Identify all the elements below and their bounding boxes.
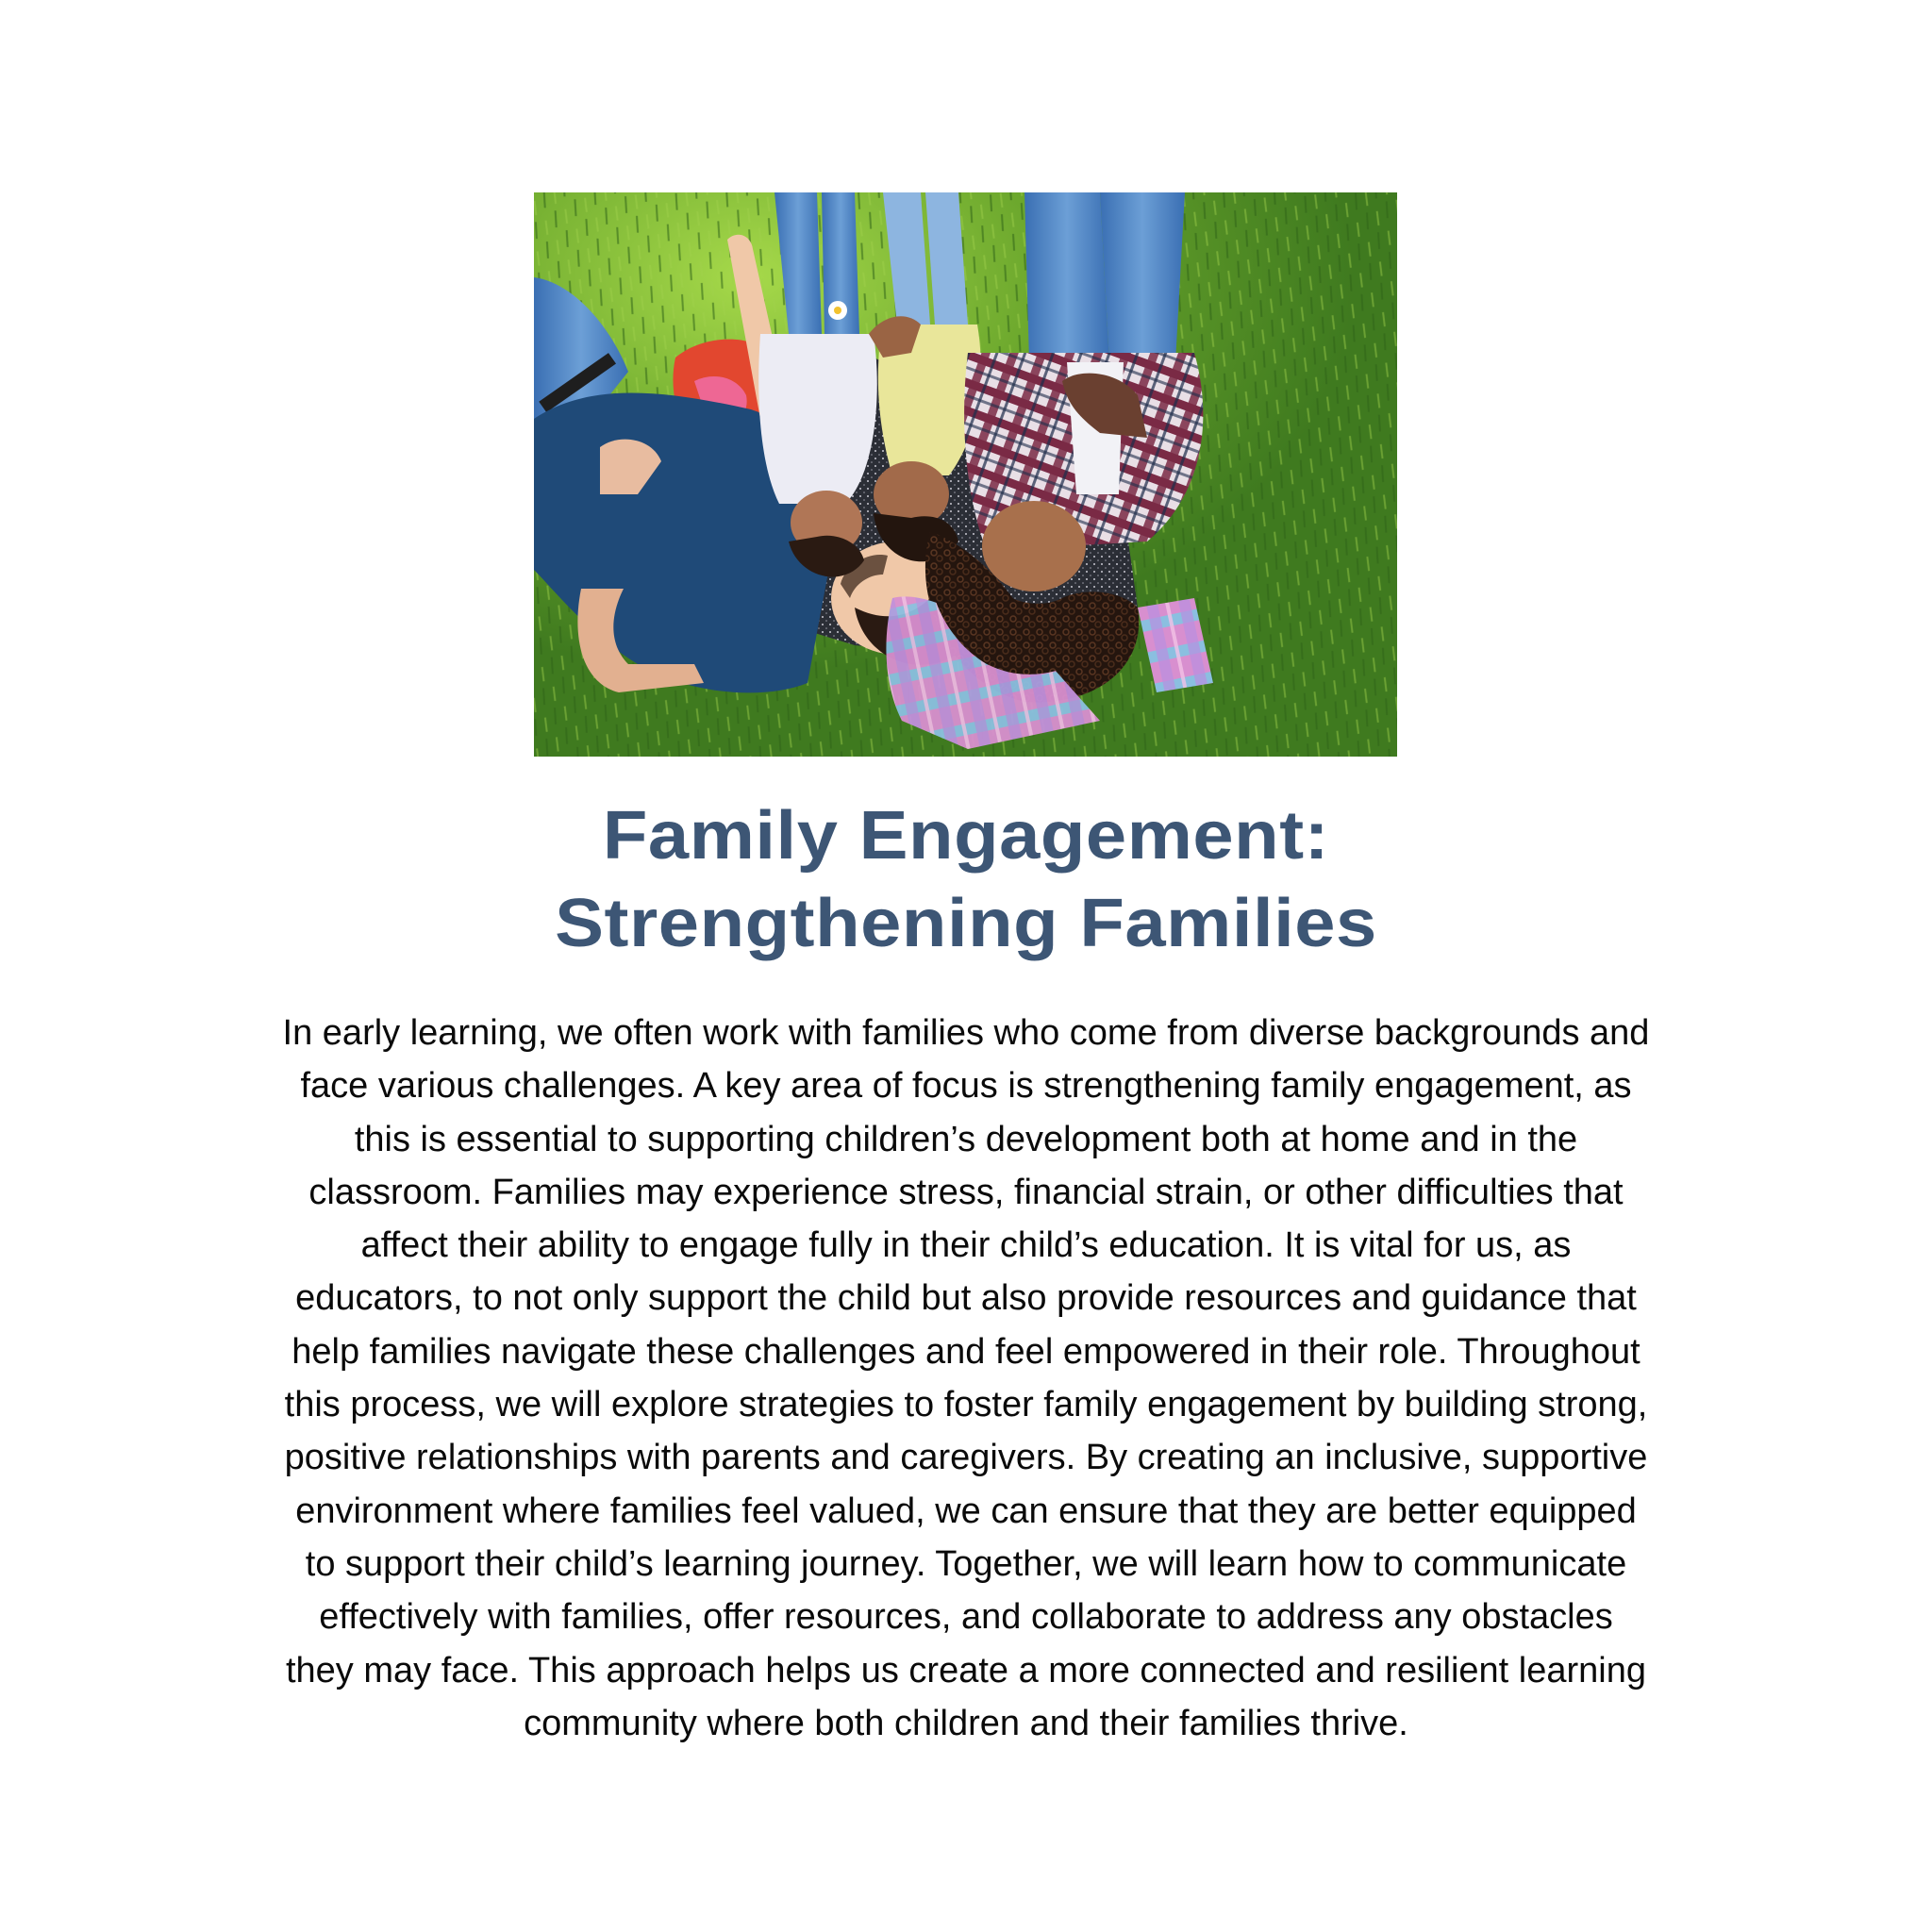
body-line: to support their child’s learning journey. Together, we will learn how to communicate <box>305 1543 1627 1584</box>
family-photo <box>534 192 1397 757</box>
body-line: community where both children and their families thrive. <box>524 1703 1408 1743</box>
body-line: In early learning, we often work with families who come from diverse backgrounds and <box>282 1013 1650 1053</box>
child1-shirt <box>758 334 877 504</box>
page-title <box>0 792 1932 968</box>
woman-face <box>982 501 1086 591</box>
body-line: help families navigate these challenges and feel empowered in their role. Throughout <box>291 1331 1641 1372</box>
title-line-2: Strengthening Families <box>555 886 1377 961</box>
body-line: educators, to not only support the child but also provide resources and guidance that <box>295 1278 1637 1319</box>
body-line: positive relationships with parents and caregivers. By creating an inclusive, supportive <box>284 1438 1648 1478</box>
body-line: face various challenges. A key area of focus is strengthening family engagement, as <box>300 1066 1632 1107</box>
body-line: this process, we will explore strategies to foster family engagement by building strong, <box>284 1385 1648 1425</box>
body-line: they may face. This approach helps us create a more connected and resilient learning <box>285 1650 1646 1690</box>
body-line: this is essential to supporting children’s development both at home and in the <box>354 1119 1578 1159</box>
body-line: effectively with families, offer resources, and collaborate to address any obstacles <box>319 1597 1613 1638</box>
woman-jeans-left <box>1024 192 1109 362</box>
body-paragraph <box>189 1007 1743 1750</box>
title-line-1: Family Engagement: <box>602 798 1330 874</box>
body-line: affect their ability to engage fully in their child’s education. It is vital for us, as <box>360 1225 1572 1266</box>
body-line: classroom. Families may experience stress, financial strain, or other difficulties that <box>308 1172 1624 1212</box>
body-line: environment where families feel valued, we can ensure that they are better equipped <box>295 1491 1637 1531</box>
family-photo-illustration <box>534 192 1397 757</box>
